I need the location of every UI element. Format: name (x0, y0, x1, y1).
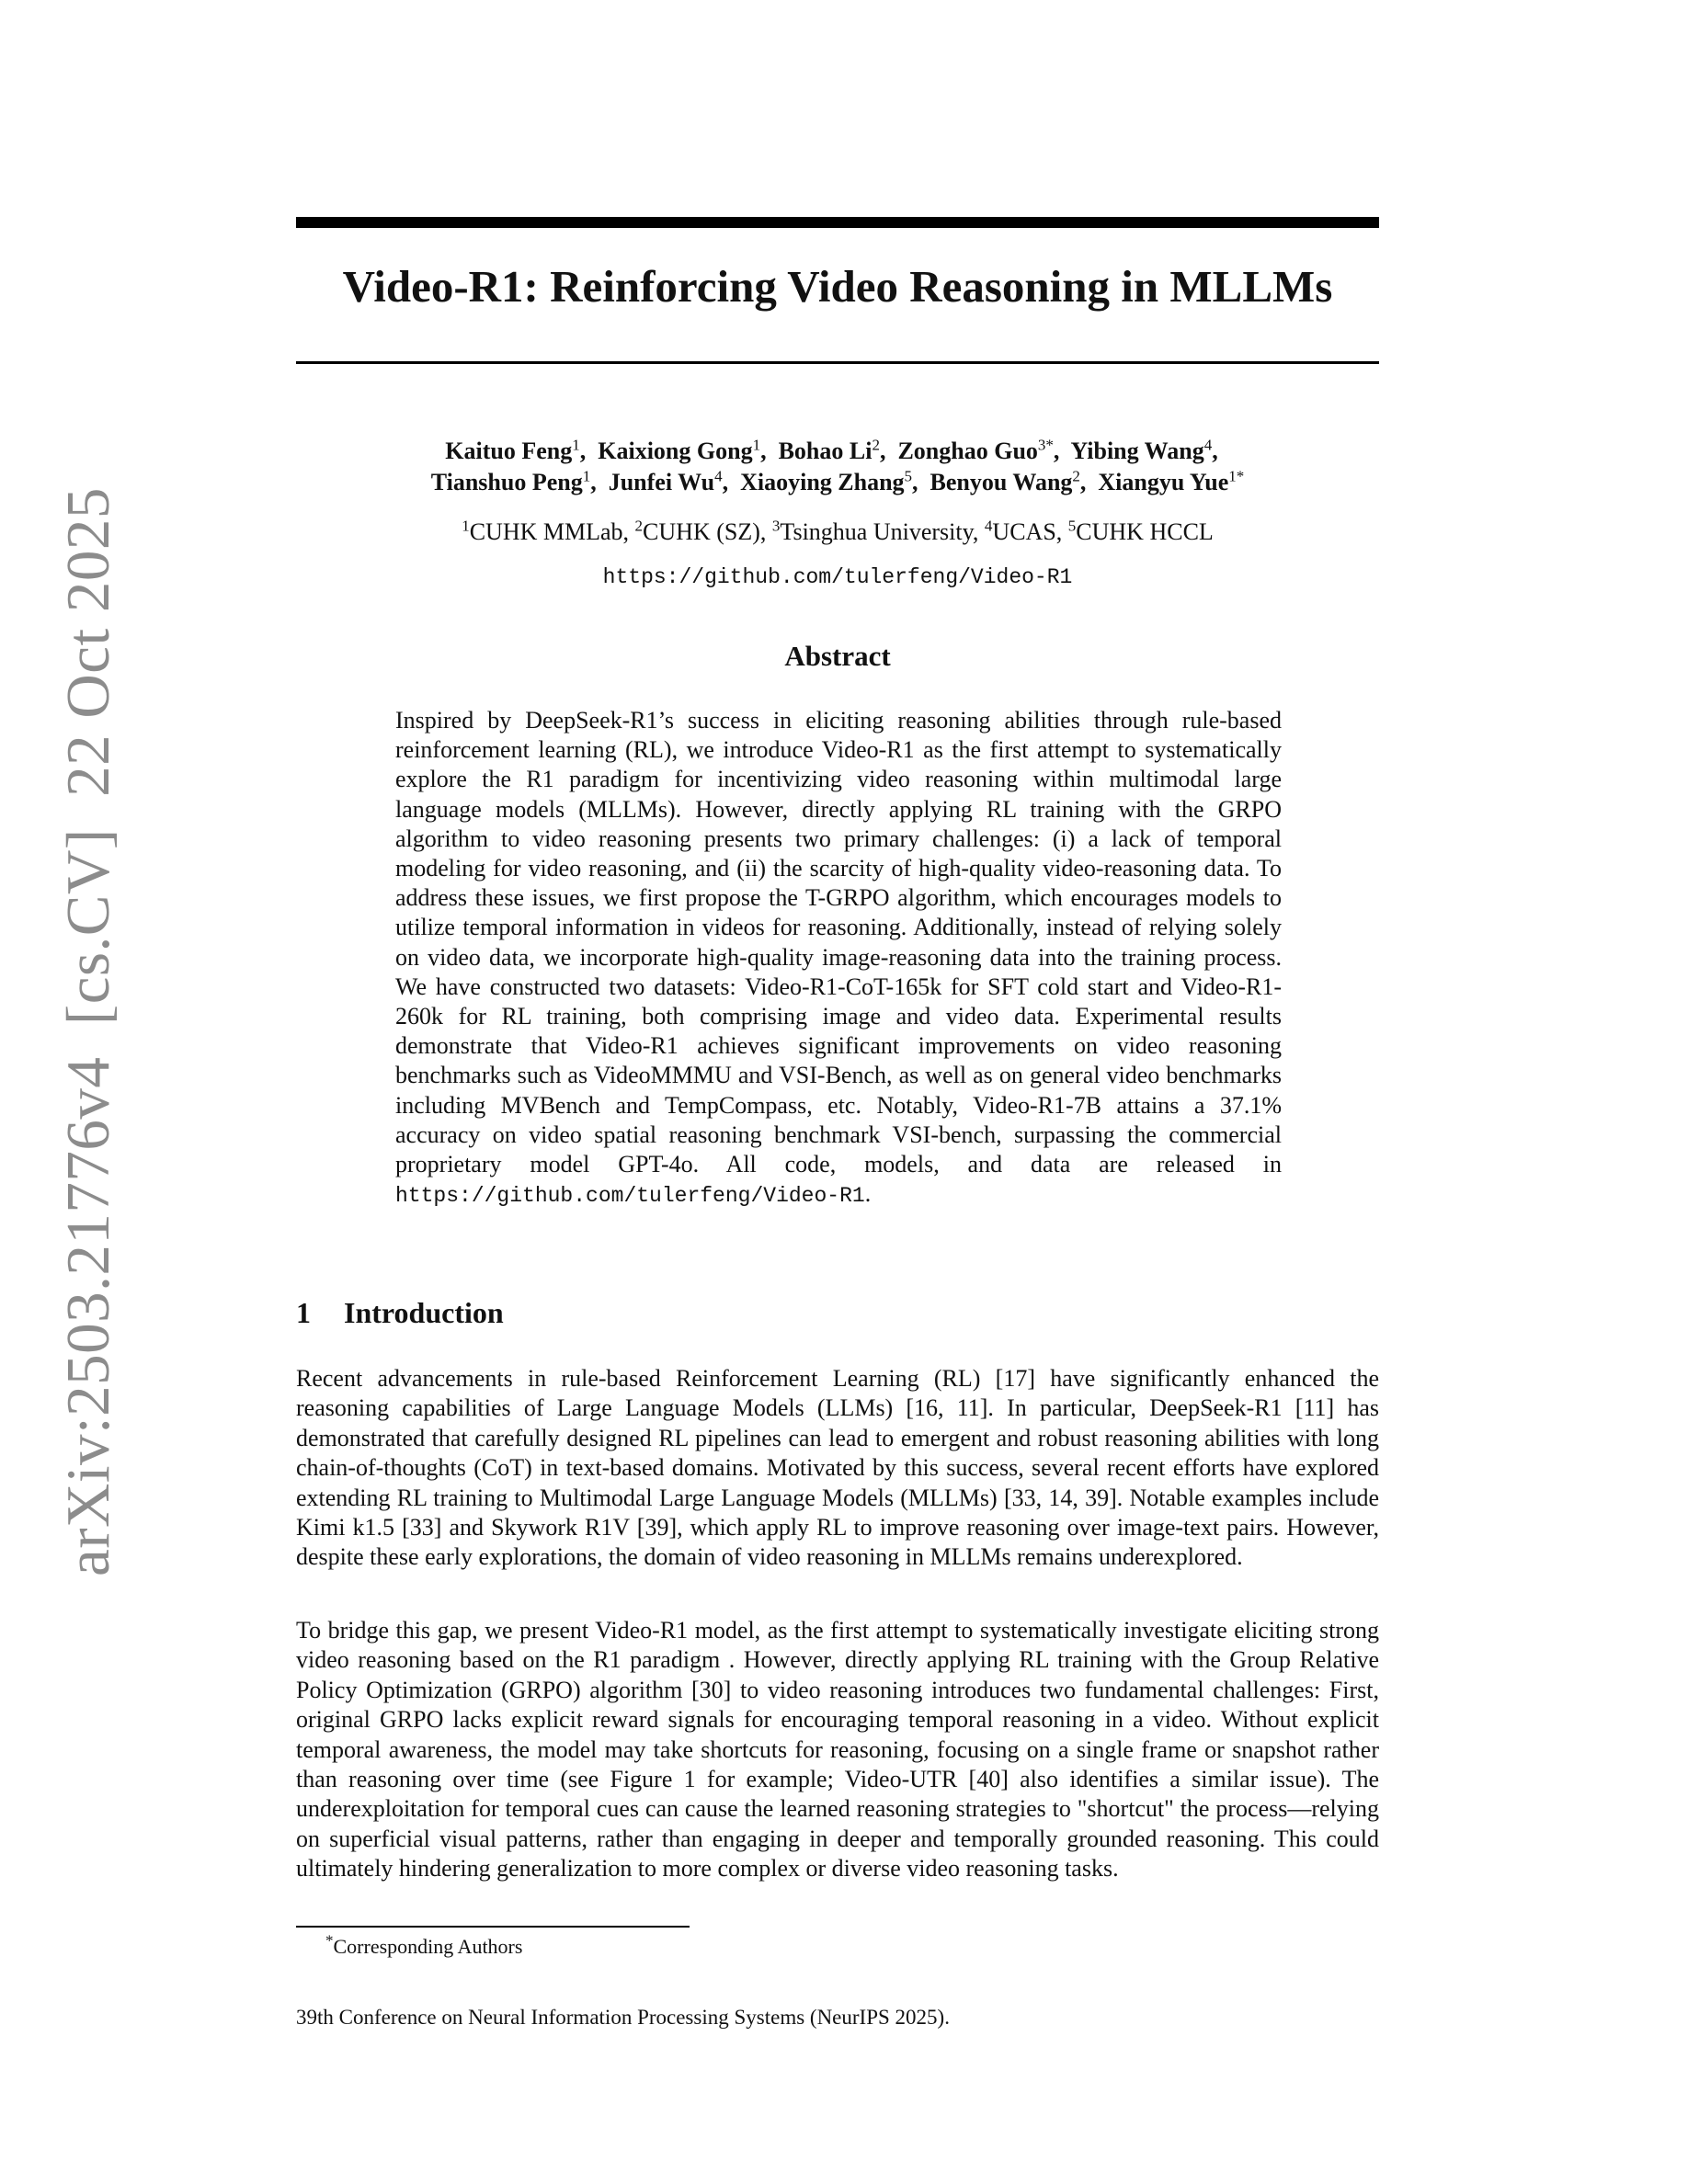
author (930, 469, 1080, 495)
author (1070, 438, 1212, 464)
author-name: Benyou Wang (930, 469, 1073, 495)
intro-paragraph-2: To bridge this gap, we present Video-R1 model, as the first attempt to systematically investigate eliciting strong video reasoning based on the R1 paradigm . However, directly applying RL training with the Group Relative Policy Optimization (GRPO) algorithm [30] to video reasoning introduces two fundamental challenges: First, original GRPO lacks explicit reward signals for encouraging temporal reasoning in a video. Without explicit temporal awareness, the model may take shortcuts for reasoning, focusing on a single frame or snapshot rather than reasoning over time (see Figure 1 for example; Video-UTR [40] also identifies a similar issue). The underexploitation for temporal cues can cause the learned reasoning strategies to "shortcut" the process—relying on superficial visual patterns, rather than engaging in deeper and temporally grounded reasoning. This could ultimately hindering generalization to more complex or diverse video reasoning tasks. (296, 1617, 1379, 1883)
abstract-body (395, 706, 1282, 1211)
affiliation (985, 518, 1056, 545)
author-name: Yibing Wang (1070, 438, 1204, 464)
affiliation-name: CUHK MMLab (469, 518, 623, 545)
affiliation (772, 518, 973, 545)
footnote (325, 1931, 523, 1960)
author-list-line-2: Tianshuo Peng$^1$, Junfei Wu$^4$, Xiaoying Zhang$^5$, Benyou Wang$^2$, Xiangyu Yue$^{1*}$ (430, 467, 1245, 495)
affiliation-name: Tsinghua University (780, 518, 973, 545)
author-name: Junfei Wu (608, 469, 715, 495)
author-superscript: 3* (1037, 436, 1054, 454)
affiliation (635, 518, 760, 545)
conference-note: 39th Conference on Neural Information Processing Systems (NeurIPS 2025). (296, 2006, 950, 2029)
author (445, 438, 579, 464)
author-superscript: 1 (752, 436, 761, 454)
section-number: 1 (296, 1296, 311, 1329)
section-heading-introduction (296, 1294, 504, 1331)
author-name: Zonghao Guo (897, 438, 1038, 464)
author (609, 469, 723, 495)
abstract-end: . (864, 1180, 872, 1208)
abstract-heading: Abstract (784, 640, 891, 672)
footnote-rule (296, 1926, 690, 1928)
affiliation-superscript: 4 (984, 517, 993, 535)
author-name: Kaituo Feng (445, 438, 573, 464)
paper-title: Video-R1: Reinforcing Video Reasoning in MLLMs (342, 261, 1333, 312)
author-superscript: 1 (572, 436, 580, 454)
author-superscript: 1 (582, 467, 591, 485)
author-name: Bohao Li (778, 438, 873, 464)
footnote-text: Corresponding Authors (333, 1935, 523, 1958)
section-title: Introduction (344, 1296, 504, 1329)
title-bottom-rule (296, 361, 1379, 364)
abstract-url[interactable]: https://github.com/tulerfeng/Video-R1 (395, 1184, 865, 1209)
intro-paragraph-1: Recent advancements in rule-based Reinforcement Learning (RL) [17] have significantly enhanced the reasoning capabilities of Large Language Models (LLMs) [16, 11]. In particular, DeepSeek-R1 [11] has demonstrated that carefully designed RL pipelines can lead to emergent and robust reasoning abilities with long chain-of-thoughts (CoT) in text-based domains. Motivated by this success, several recent efforts have explored extending RL training to Multimodal Large Language Models (MLLMs) [33, 14, 39]. Notable examples include Kimi k1.5 [33] and Skywork R1V [39], which apply RL to improve reasoning over image-text pairs. However, despite these early explorations, the domain of video reasoning in MLLMs remains underexplored. (296, 1365, 1379, 1571)
author (897, 438, 1053, 464)
author-name: Tianshuo Peng (430, 469, 583, 495)
author-superscript: 2 (1072, 467, 1080, 485)
affiliation-name: CUHK HCCL (1076, 518, 1214, 545)
author (779, 438, 880, 464)
author (431, 469, 590, 495)
author (598, 438, 760, 464)
affiliations: $^1$CUHK MMLab, $^2$CUHK (SZ), $^3$Tsinghua University, $^4$UCAS, $^5$CUHK HCCL (462, 517, 1214, 545)
author-superscript: 5 (904, 467, 913, 485)
author-superscript: 1* (1228, 467, 1245, 485)
title-top-rule (296, 217, 1379, 228)
affiliation-superscript: 3 (771, 517, 781, 535)
affiliation (462, 518, 622, 545)
author-superscript: 2 (872, 436, 880, 454)
affiliation-name: UCAS (992, 518, 1056, 545)
arxiv-identifier: arXiv:2503.21776v4 [cs.CV] 22 Oct 2025 (54, 487, 122, 1576)
affiliation-name: CUHK (SZ) (643, 518, 760, 545)
author-name: Kaixiong Gong (598, 438, 753, 464)
author-name: Xiangyu Yue (1098, 469, 1229, 495)
author-superscript: 4 (714, 467, 723, 485)
author-list-line-1: Kaituo Feng$^1$, Kaixiong Gong$^1$, Bohao Li$^2$, Zonghao Guo$^{3*}$, Yibing Wang$^4$, (445, 436, 1230, 464)
author-superscript: 4 (1203, 436, 1213, 454)
affiliation-superscript: 2 (634, 517, 644, 535)
affiliation-superscript: 1 (462, 517, 470, 535)
author (740, 469, 912, 495)
project-url[interactable]: https://github.com/tulerfeng/Video-R1 (602, 565, 1073, 589)
abstract-text: Inspired by DeepSeek-R1’s success in eliciting reasoning abilities through rule-based reinforcement learning (RL), we introduce Video-R1 as the first attempt to systematically explore the R1 paradigm for incentivizing video reasoning within multimodal large language models (MLLMs). However, directly applying RL training with the GRPO algorithm to video reasoning presents two primary challenges: (i) a lack of temporal modeling for video reasoning, and (ii) the scarcity of high-quality video-reasoning data. To address these issues, we first propose the T-GRPO algorithm, which encourages models to utilize temporal information in videos for reasoning. Additionally, instead of relying solely on video data, we incorporate high-quality image-reasoning data into the training process. We have constructed two datasets: Video-R1-CoT-165k for SFT cold start and Video-R1-260k for RL training, both comprising image and video data. Experimental results demonstrate that Video-R1 achieves significant improvements on video reasoning benchmarks such as VideoMMMU and VSI-Bench, as well as on general video benchmarks including MVBench and TempCompass, etc. Notably, Video-R1-7B attains a 37.1% accuracy on video spatial reasoning benchmark VSI-bench, surpassing the commercial proprietary model GPT-4o. All code, models, and data are released in (395, 707, 1282, 1178)
affiliation-superscript: 5 (1067, 517, 1077, 535)
author-name: Xiaoying Zhang (740, 469, 905, 495)
author (1098, 469, 1244, 495)
affiliation (1068, 518, 1214, 545)
footnote-marker: * (325, 1931, 334, 1950)
